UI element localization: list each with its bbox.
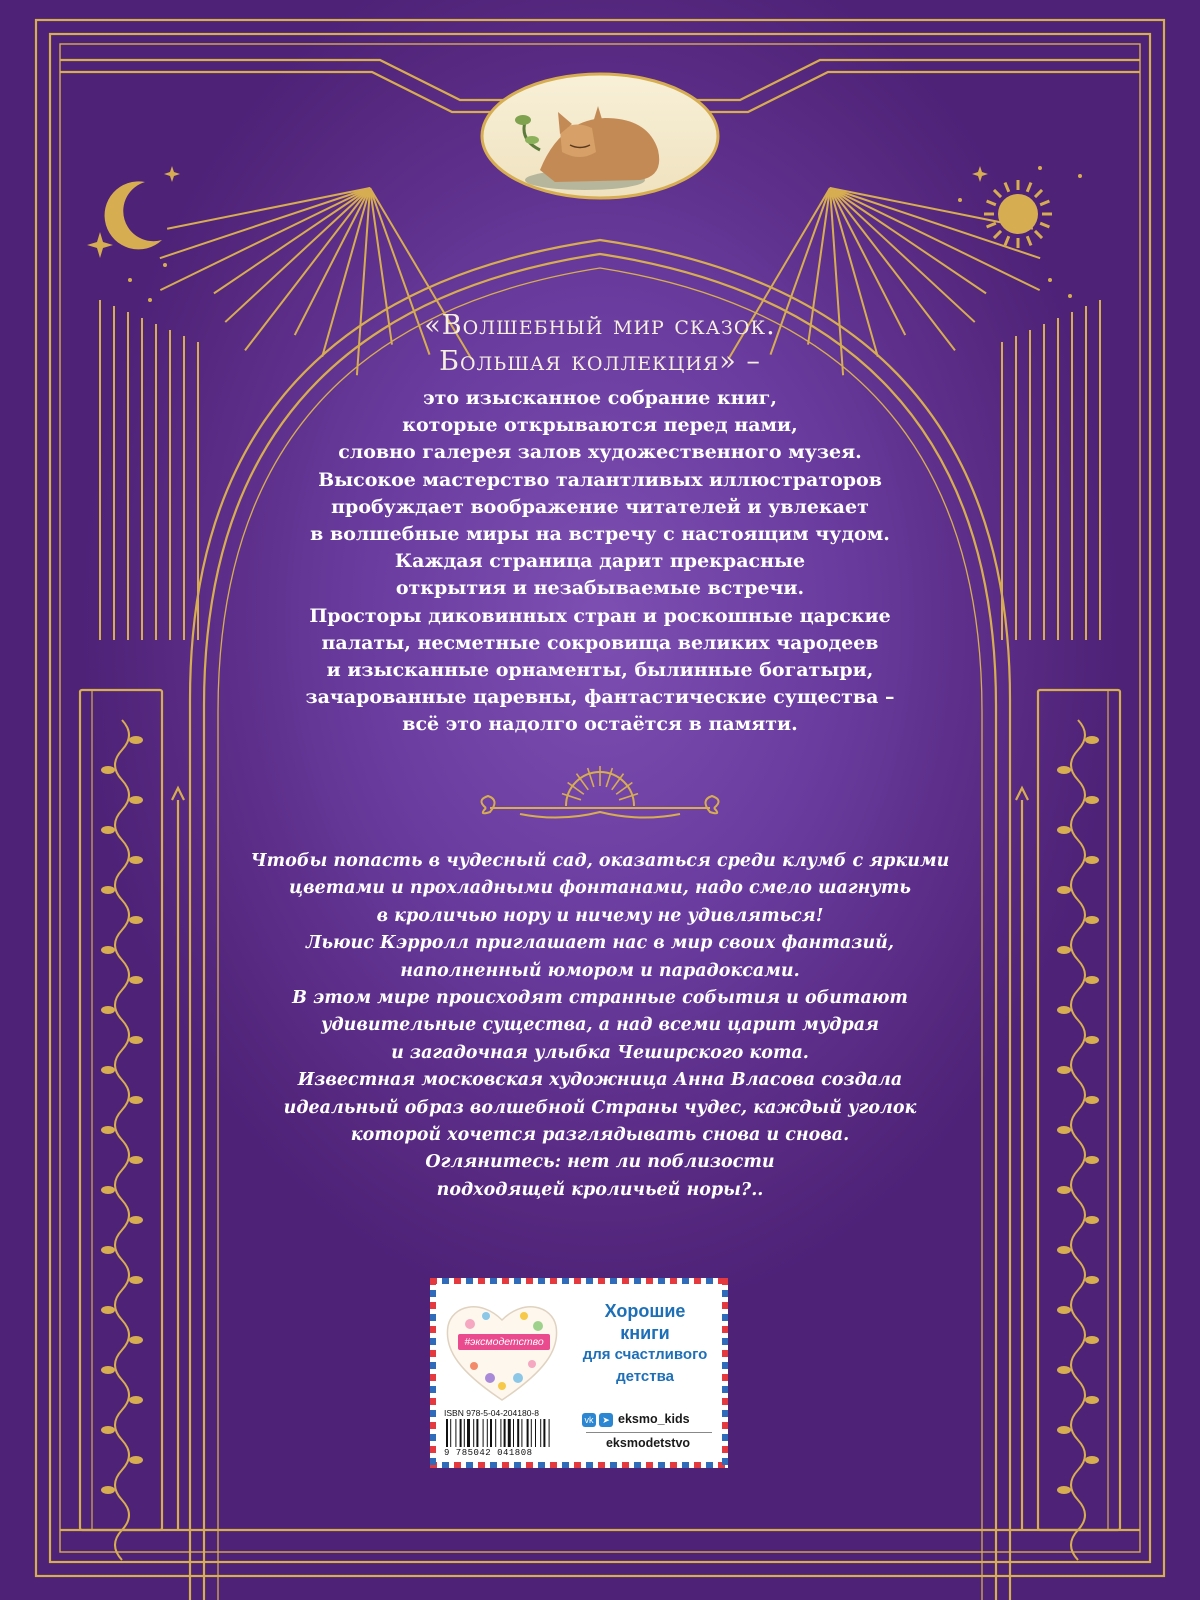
slogan-line-2: книги [620,1323,670,1343]
description-line: палаты, несметные сокровища великих чародеев [321,631,879,654]
annotation-line: в кроличью нору и ничему не удивляться! [376,905,824,926]
publisher-sticker [430,1278,728,1468]
barcode [444,1419,574,1449]
barcode-digits: 9 785042 041808 [444,1448,533,1458]
description-line: Высокое мастерство талантливых иллюстраторов [318,468,882,491]
series-description [260,385,940,739]
description-line: в волшебные миры на встречу с настоящим чудом. [310,523,890,546]
annotation-line: Оглянитесь: нет ли поблизости [425,1152,775,1173]
annotation-line: идеальный образ волшебной Страны чудес, каждый уголок [283,1097,917,1118]
annotation-line: В этом мире происходят странные события и обитают [292,988,908,1009]
divider-line [586,1432,712,1433]
description-line: Просторы диковинных стран и роскошные царские [309,604,891,627]
annotation-line: Известная московская художница Анна Власова создала [297,1070,903,1091]
social-handle: eksmo_kids [618,1412,690,1426]
description-line: пробуждает воображение читателей и увлекает [331,495,869,518]
description-line: Каждая страница дарит прекрасные [394,550,806,573]
annotation-line: и загадочная улыбка Чеширского кота. [391,1042,809,1063]
slogan-line-4: детства [616,1368,674,1385]
sun-icon [984,180,1052,248]
telegram-icon: ➤ [599,1413,613,1427]
isbn-barcode-block [442,1408,576,1458]
heart-logo [440,1294,564,1406]
description-line: которые открываются перед нами, [402,414,798,437]
description-line: зачарованные царевны, фантастические существа – [305,686,895,709]
annotation-line: цветами и прохладными фонтанами, надо смело шагнуть [289,878,911,899]
slogan-line-1: Хорошие [604,1301,686,1321]
annotation-line: Чтобы попасть в чудесный сад, оказаться среди клумб с яркими [250,851,950,871]
annotation-line: наполненный юмором и парадоксами. [400,960,800,981]
book-annotation [200,848,1000,1204]
annotation-line: подходящей кроличьей норы?.. [436,1179,764,1200]
series-title-line-1: «Волшебный мир сказок. [424,310,776,341]
publisher-site: eksmodetstvo [605,1436,691,1450]
description-line: словно галерея залов художественного музея. [338,441,862,464]
description-line: открытия и незабываемые встречи. [395,577,805,600]
vk-icon: vk [582,1413,596,1427]
description-line: это изысканное собрание книг, [423,387,777,409]
annotation-line: которой хочется разглядывать снова и снова. [350,1125,850,1146]
description-line: и изысканные орнаменты, былинные богатыри, [326,659,874,682]
annotation-line: удивительные существа, а над всеми царит мудрая [321,1015,879,1036]
crescent-moon-icon [105,181,162,249]
social-links [578,1412,718,1430]
annotation-line: Льюис Кэрролл приглашает нас в мир своих фантазий, [306,933,894,954]
series-title-line-2: Большая коллекция» – [439,346,761,377]
slogan-line-3: для счастливого [582,1346,708,1363]
isbn-number: ISBN 978-5-04-204180-8 [444,1408,539,1418]
publisher-slogan [570,1300,720,1388]
description-line: всё это надолго остаётся в памяти. [402,713,798,736]
brand-hashtag: #эксмодетство [458,1334,550,1350]
